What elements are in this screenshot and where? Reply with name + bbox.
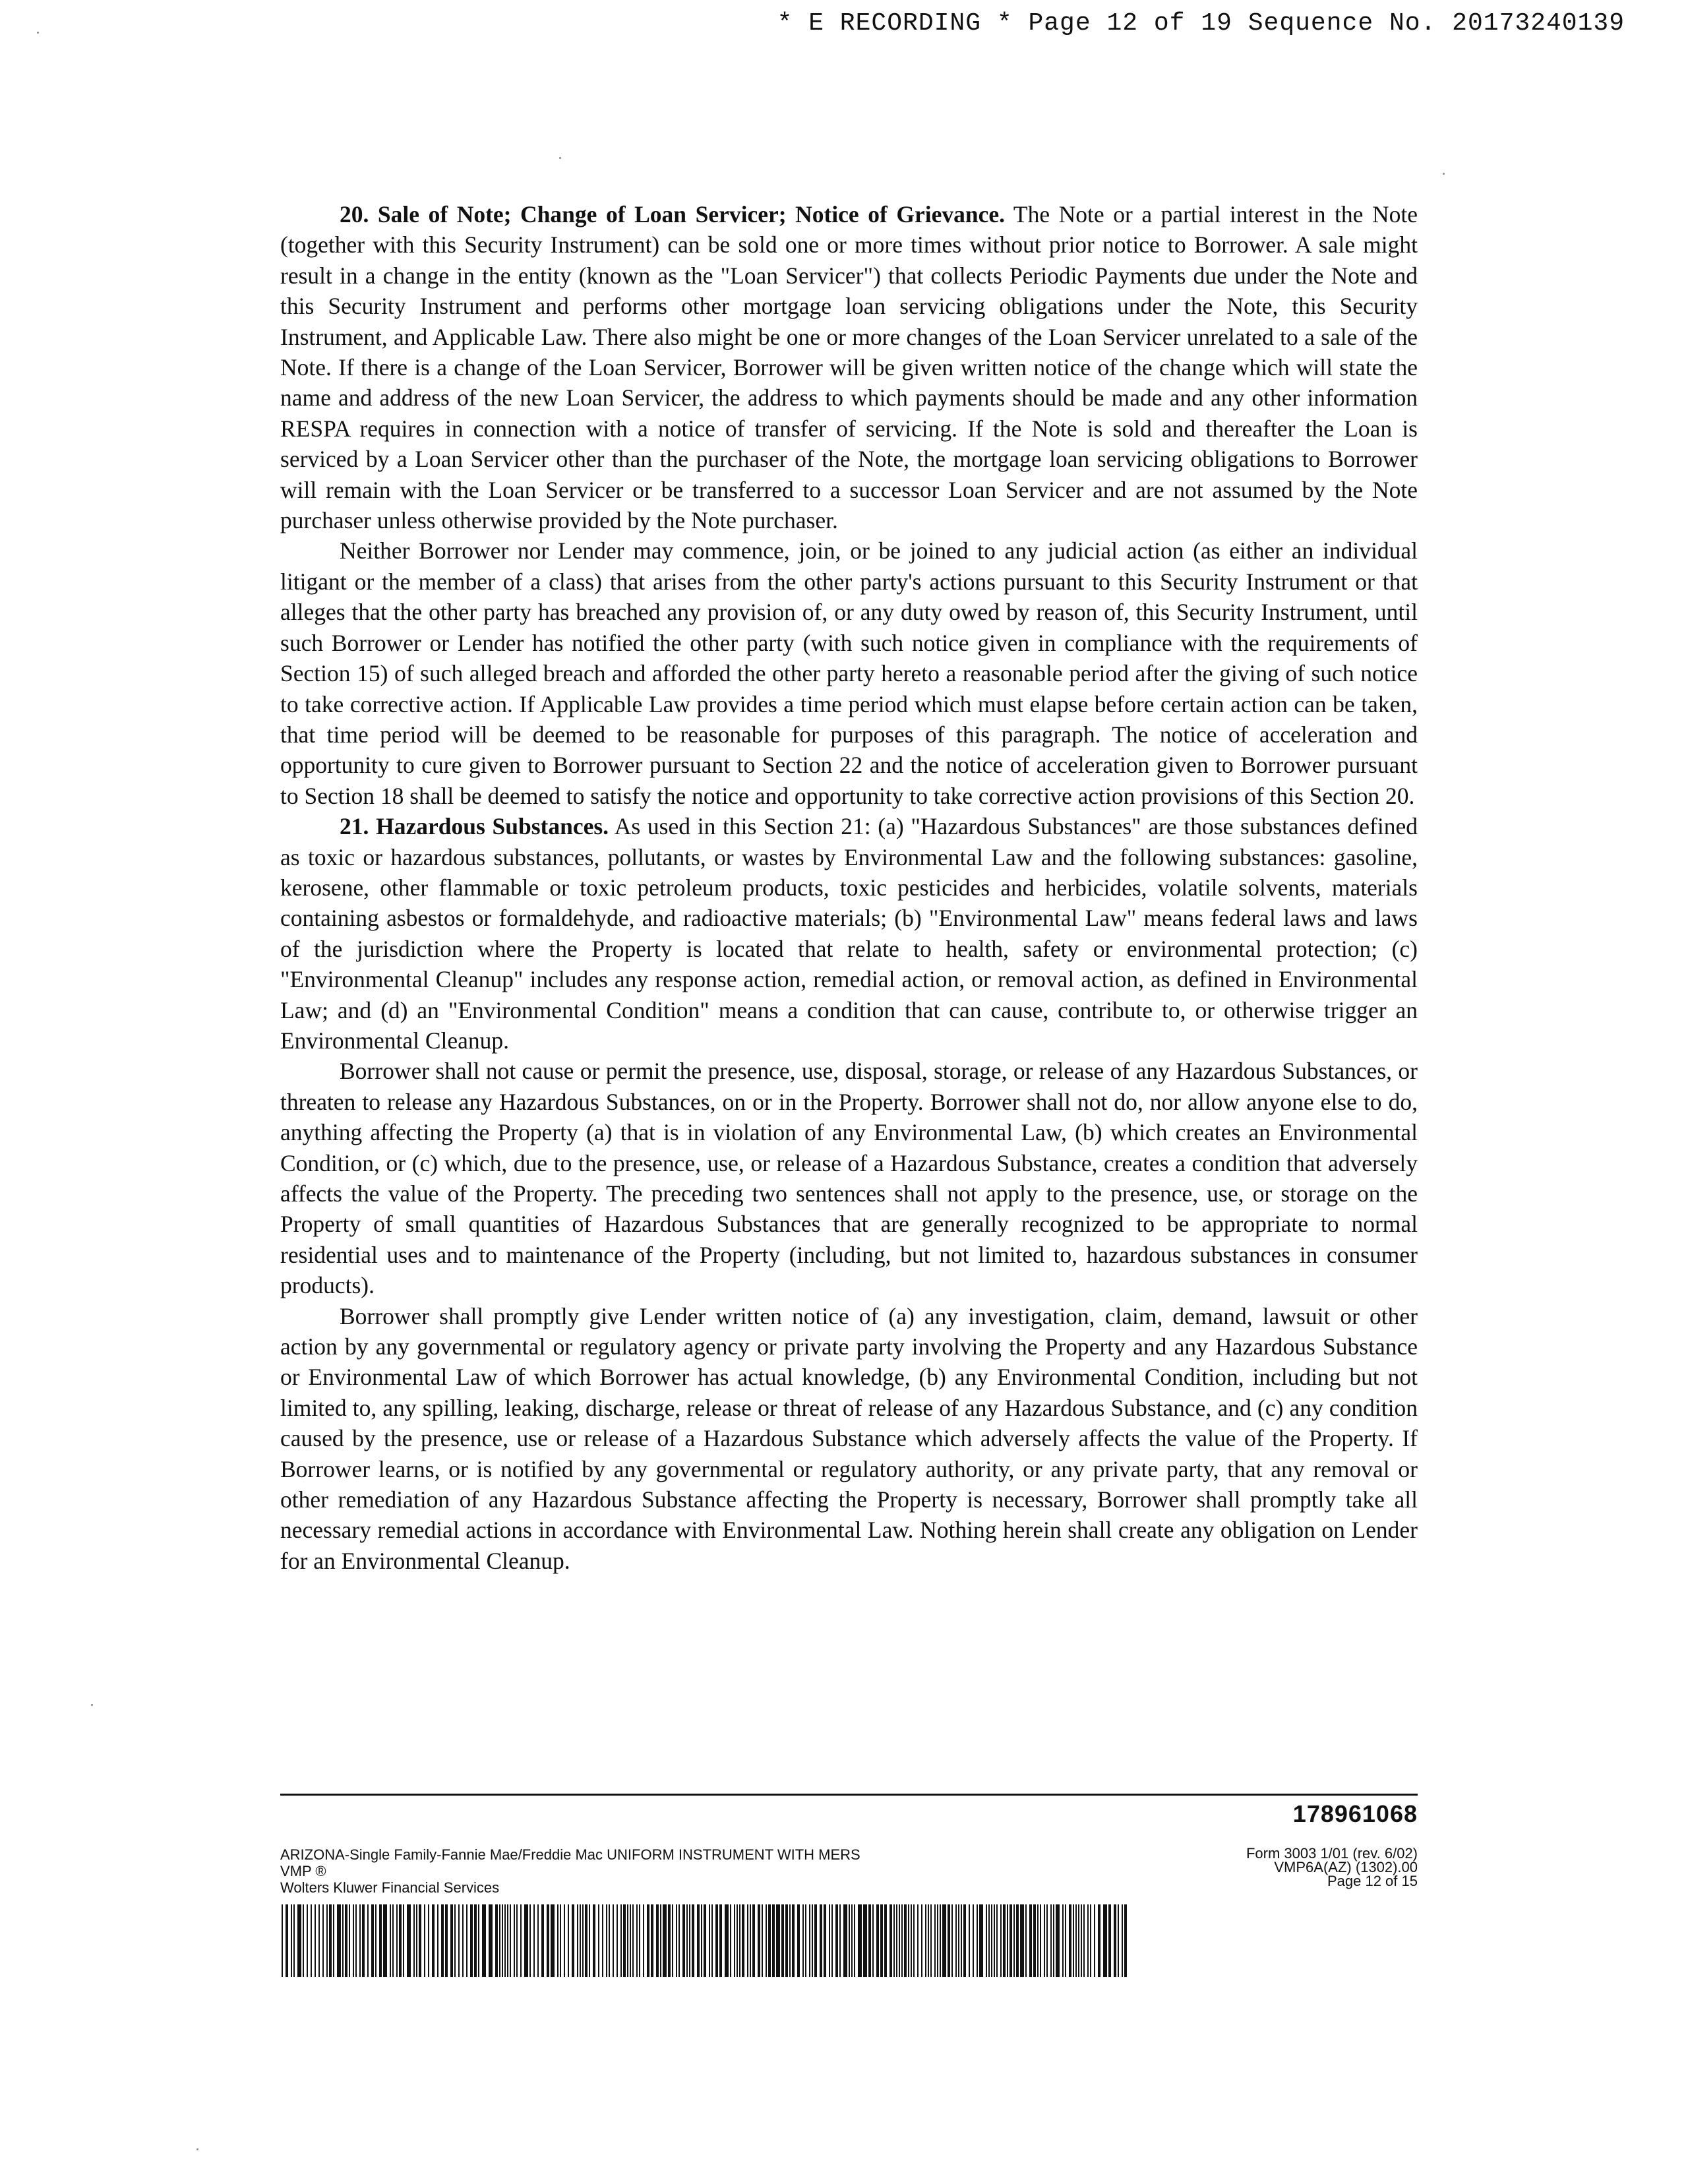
- section-20-paragraph-1: [280, 199, 1418, 535]
- recording-header: * E RECORDING * Page 12 of 19 Sequence No. 20173240139: [777, 9, 1625, 38]
- scan-speck: [559, 157, 561, 159]
- section-20-heading: 20. Sale of Note; Change of Loan Servicer; Notice of Grievance.: [340, 201, 1005, 228]
- scan-speck: [1443, 173, 1445, 175]
- section-21-text: As used in this Section 21: (a) "Hazardous Substances" are those substances defined as toxic or hazardous substances, pollutants, or wastes by Environmental Law and the following substances: gasoline, kerosene, other flammable or toxic petroleum products, toxic pesticides and herbicides, volatile solvents, materials containing asbestos or formaldehyde, and radioactive materials; (b) "Environmental Law" means federal laws and laws of the jurisdiction where the Property is located that relate to health, safety or environmental protection; (c) "Environmental Cleanup" includes any response action, remedial action, or removal action, as defined in Environmental Law; and (d) an "Environmental Condition" means a condition that can cause, contribute to, or otherwise trigger an Environmental Cleanup.: [280, 813, 1418, 1054]
- company-name: Wolters Kluwer Financial Services: [280, 1879, 500, 1896]
- loan-number: 178961068: [1292, 1800, 1418, 1827]
- document-body: [280, 199, 1418, 1576]
- section-21-paragraph-3: Borrower shall promptly give Lender written notice of (a) any investigation, claim, demand, lawsuit or other action by any governmental or regulatory agency or private party involving the Property and any Hazardous Substance or Environmental Law of which Borrower has actual knowledge, (b) any Environmental Condition, including but not limited to, any spilling, leaking, discharge, release or threat of release of any Hazardous Substance, and (c) any condition caused by the presence, use or release of a Hazardous Substance which adversely affects the value of the Property. If Borrower learns, or is notified by any governmental or regulatory authority, or any private party, that any removal or other remediation of any Hazardous Substance affecting the Property is necessary, Borrower shall promptly take all necessary remedial actions in accordance with Environmental Law. Nothing herein shall create any obligation on Lender for an Environmental Cleanup.: [280, 1302, 1418, 1574]
- vmp-mark: VMP ®: [280, 1863, 326, 1879]
- section-20-text: The Note or a partial interest in the Note (together with this Security Instrument) can be sold one or more times without prior notice to Borrower. A sale might result in a change in the entity (known as the "Loan Servicer") that collects Periodic Payments due under the Note and this Security Instrument and performs other mortgage loan servicing obligations under the Note, this Security Instrument, and Applicable Law. There also might be one or more changes of the Loan Servicer unrelated to a sale of the Note. If there is a change of the Loan Servicer, Borrower will be given written notice of the change which will state the name and address of the new Loan Servicer, the address to which payments should be made and any other information RESPA requires in connection with a notice of transfer of servicing. If the Note is sold and thereafter the Loan is serviced by a Loan Servicer other than the purchaser of the Note, the mortgage loan servicing obligations to Borrower will remain with the Loan Servicer or be transferred to a successor Loan Servicer and are not assumed by the Note purchaser unless otherwise provided by the Note purchaser.: [280, 201, 1418, 534]
- section-20-paragraph-2: Neither Borrower nor Lender may commence, join, or be joined to any judicial action (as either an individual litigant or the member of a class) that arises from the other party's actions pursuant to this Security Instrument or that alleges that the other party has breached any provision of, or any duty owed by reason of, this Security Instrument, until such Borrower or Lender has notified the other party (with such notice given in compliance with the requirements of Section 15) of such alleged breach and afforded the other party hereto a reasonable period after the giving of such notice to take corrective action. If Applicable Law provides a time period which must elapse before certain action can be taken, that time period will be deemed to be reasonable for purposes of this paragraph. The notice of acceleration and opportunity to cure given to Borrower pursuant to Section 22 and the notice of acceleration given to Borrower pursuant to Section 18 shall be deemed to satisfy the notice and opportunity to take corrective action provisions of this Section 20.: [280, 537, 1418, 809]
- form-code: VMP6A(AZ) (1302).00: [1274, 1859, 1418, 1875]
- page-label: Page 12 of 15: [1327, 1873, 1418, 1889]
- footer-form-info: [280, 1846, 860, 1896]
- section-21-heading: 21. Hazardous Substances.: [340, 813, 609, 840]
- form-title: ARIZONA-Single Family-Fannie Mae/Freddie Mac UNIFORM INSTRUMENT WITH MERS: [280, 1846, 860, 1863]
- form-number: Form 3003 1/01 (rev. 6/02): [1246, 1845, 1418, 1862]
- barcode: [280, 1904, 1131, 1977]
- footer-divider: [280, 1794, 1418, 1796]
- scan-speck: [37, 32, 39, 34]
- scan-speck: [91, 1704, 93, 1706]
- footer-form-numbers: [1246, 1846, 1418, 1888]
- section-21-paragraph-2: Borrower shall not cause or permit the presence, use, disposal, storage, or release of any Hazardous Substances, or threaten to release any Hazardous Substances, on or in the Property. Borrower shall not do, nor allow anyone else to do, anything affecting the Property (a) that is in violation of any Environmental Law, (b) which creates an Environmental Condition, or (c) which, due to the presence, use, or release of a Hazardous Substance, creates a condition that adversely affects the value of the Property. The preceding two sentences shall not apply to the presence, use, or storage on the Property of small quantities of Hazardous Substances that are generally recognized to be appropriate to normal residential uses and to maintenance of the Property (including, but not limited to, hazardous substances in consumer products).: [280, 1058, 1418, 1299]
- scan-speck: [196, 2148, 198, 2150]
- section-21-paragraph-1: [280, 811, 1418, 1056]
